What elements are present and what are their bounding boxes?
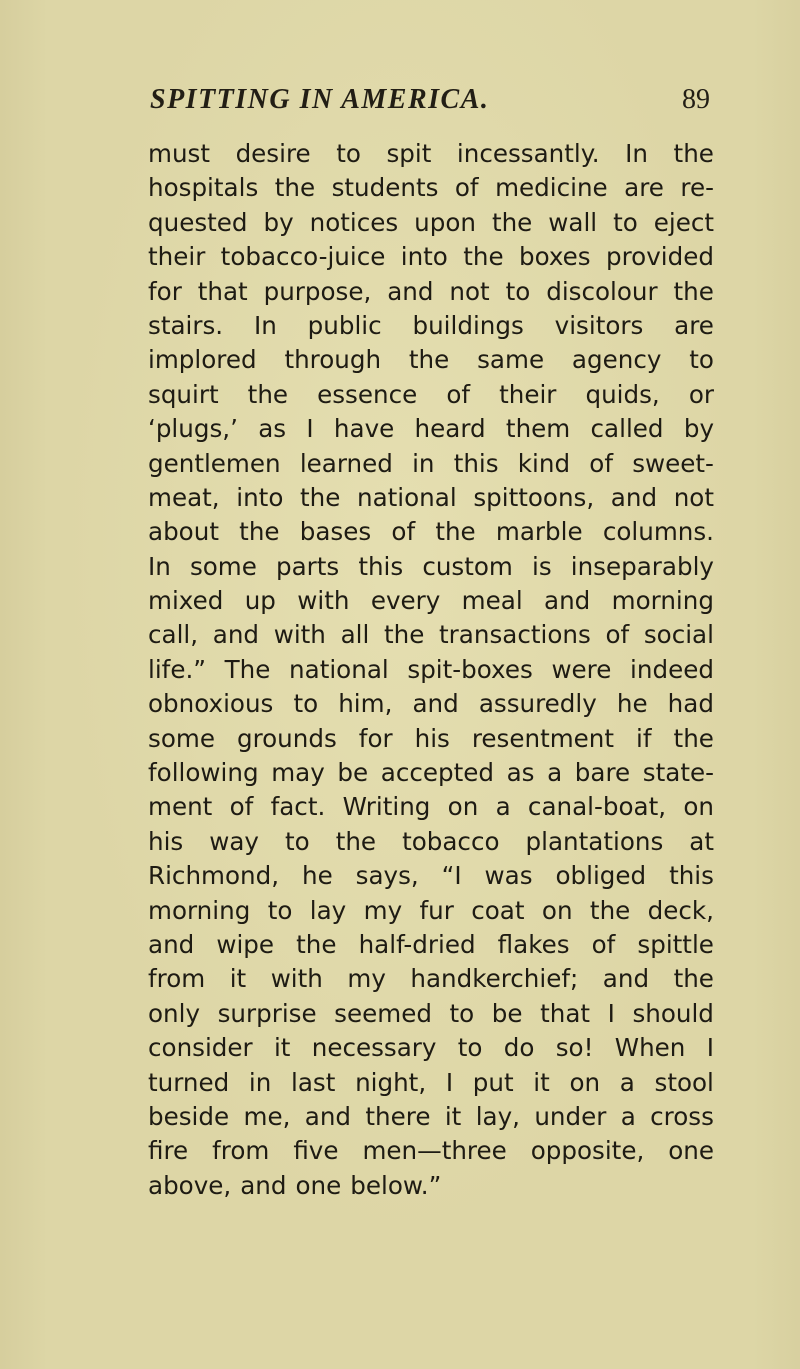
text-line: fire from five men—three opposite, one xyxy=(148,1136,714,1166)
text-line: call, and with all the transactions of social xyxy=(148,620,714,650)
page-number: 89 xyxy=(682,84,710,115)
text-line: ‘plugs,’ as I have heard them called by xyxy=(148,414,714,444)
text-line: turned in last night, I put it on a stool xyxy=(148,1067,714,1097)
text-line: Richmond, he says, “I was obliged this xyxy=(148,861,714,891)
text-line: meat, into the national spittoons, and not xyxy=(148,482,714,512)
text-line: life.” The national spit-boxes were indeed xyxy=(148,654,714,684)
text-line: and wipe the half-dried flakes of spittle xyxy=(148,929,714,959)
text-line: mixed up with every meal and morning xyxy=(148,586,714,616)
text-line: following may be accepted as a bare state- xyxy=(148,758,714,788)
text-line: their tobacco-juice into the boxes provided xyxy=(148,242,714,272)
text-line: for that purpose, and not to discolour the xyxy=(148,276,714,306)
text-line: consider it necessary to do so! When I xyxy=(148,1033,714,1063)
text-line: ment of fact. Writing on a canal-boat, on xyxy=(148,792,714,822)
text-line: his way to the tobacco plantations at xyxy=(148,826,714,856)
text-line: hospitals the students of medicine are re- xyxy=(148,173,714,203)
running-head: SPITTING IN AMERICA. xyxy=(150,84,490,115)
page-header xyxy=(150,84,710,124)
text-line: above, and one below.” xyxy=(148,1170,442,1200)
text-line: about the bases of the marble columns. xyxy=(148,517,714,547)
text-line: quested by notices upon the wall to eject xyxy=(148,207,714,237)
text-line: In some parts this custom is inseparably xyxy=(148,551,714,581)
text-line: morning to lay my fur coat on the deck, xyxy=(148,895,714,925)
text-line: beside me, and there it lay, under a cross xyxy=(148,1101,714,1131)
text-line: squirt the essence of their quids, or xyxy=(148,379,714,409)
text-line: only surprise seemed to be that I should xyxy=(148,998,714,1028)
text-line: obnoxious to him, and assuredly he had xyxy=(148,689,714,719)
text-line: from it with my handkerchief; and the xyxy=(148,964,714,994)
text-line: must desire to spit incessantly. In the xyxy=(148,139,714,168)
text-line: some grounds for his resentment if the xyxy=(148,723,714,753)
text-line: gentlemen learned in this kind of sweet- xyxy=(148,448,714,478)
text-line: stairs. In public buildings visitors are xyxy=(148,310,714,340)
body-text xyxy=(148,137,714,1203)
text-line: implored through the same agency to xyxy=(148,345,714,375)
